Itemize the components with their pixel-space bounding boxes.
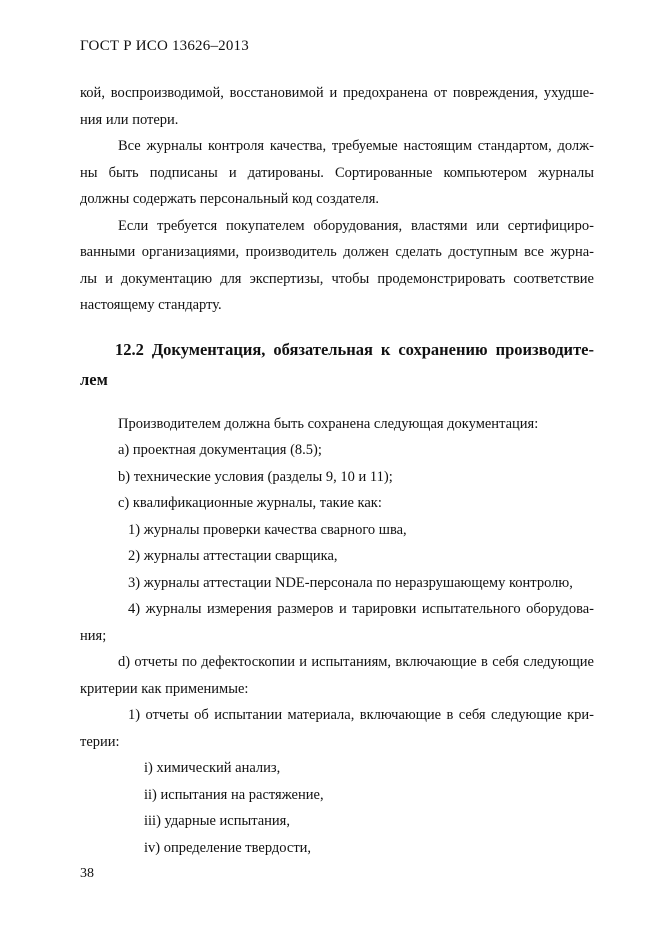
page-number: 38 xyxy=(80,866,94,881)
text-line: кой, воспроизводимой, восстановимой и предохранена от повреждения, ухудше- xyxy=(80,85,594,101)
list-subsubitem: i) химический анализ, xyxy=(144,760,281,776)
text-line: ны быть подписаны и датированы. Сортированные компьютером журналы xyxy=(80,164,594,181)
list-subitem-continuation: терии: xyxy=(80,733,120,750)
list-subitem: 3) журналы аттестации NDE-персонала по неразрушающему контролю, xyxy=(128,574,573,591)
text-line: ванными организациями, производитель должен сделать доступным все журна- xyxy=(80,244,594,260)
list-item: b) технические условия (разделы 9, 10 и 11); xyxy=(118,468,393,485)
section-heading xyxy=(80,335,594,395)
document-header: ГОСТ Р ИСО 13626–2013 xyxy=(80,38,249,54)
section-title-line: 12.2 Документация, обязательная к сохранению производите- xyxy=(115,339,594,359)
list-subsubitem: ii) испытания на растяжение, xyxy=(144,786,324,803)
list-subitem: 1) журналы проверки качества сварного шва, xyxy=(128,521,407,538)
document-body xyxy=(80,80,594,861)
paragraph-availability xyxy=(80,213,594,319)
list-subitem-continuation: ния; xyxy=(80,627,107,644)
text-line: настоящему стандарту. xyxy=(80,297,222,313)
list-intro: Производителем должна быть сохранена следующая документация: xyxy=(118,415,539,432)
paragraph-continuation xyxy=(80,80,594,133)
text-line: должны содержать персональный код создателя. xyxy=(80,191,380,207)
documentation-list xyxy=(80,411,594,862)
list-item: с) квалификационные журналы, такие как: xyxy=(118,495,382,511)
list-subsubitem: iv) определение твердости, xyxy=(144,839,312,856)
text-line: ния или потери. xyxy=(80,111,179,128)
section-title-line: лем xyxy=(80,369,108,389)
list-subitem: 1) отчеты об испытании материала, включающие в себя следующие кри- xyxy=(128,707,594,723)
text-line: лы и документацию для экспертизы, чтобы продемонстрировать соответствие xyxy=(80,270,594,287)
list-subitem: 4) журналы измерения размеров и тарировки испытательного оборудова- xyxy=(128,601,594,617)
list-item: а) проектная документация (8.5); xyxy=(118,442,322,458)
list-item: d) отчеты по дефектоскопии и испытаниям, включающие в себя следующие xyxy=(118,654,594,670)
text-line: Если требуется покупателем оборудования, властями или сертифициро- xyxy=(118,217,594,234)
list-subitem: 2) журналы аттестации сварщика, xyxy=(128,548,338,564)
text-line: Все журналы контроля качества, требуемые настоящим стандартом, долж- xyxy=(118,138,594,154)
list-subsubitem: iii) ударные испытания, xyxy=(144,813,290,829)
list-item-continuation: критерии как применимые: xyxy=(80,680,249,697)
paragraph-quality-logs xyxy=(80,133,594,213)
